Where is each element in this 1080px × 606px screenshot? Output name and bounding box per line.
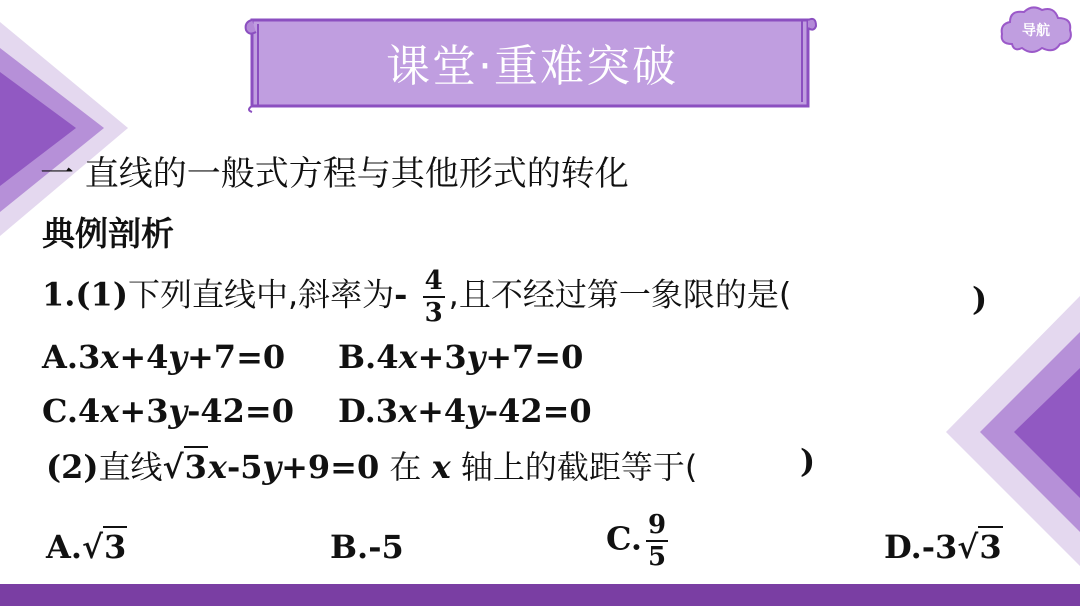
option-label: D. (338, 392, 376, 430)
option-variable: x (398, 338, 418, 376)
sqrt-expression: √3 (957, 528, 1002, 566)
slope-numerator: 4 (424, 266, 443, 296)
option-term: +3 (417, 338, 467, 376)
fraction-numerator: 9 (648, 510, 667, 540)
radicand: 3 (104, 528, 127, 566)
q1-option-b (338, 338, 583, 376)
option-label: A. (42, 338, 78, 376)
option-term: +4 (417, 392, 467, 430)
option-label: C. (606, 519, 643, 558)
q2-option-a (46, 528, 127, 566)
option-variable: x (398, 392, 418, 430)
option-variable: y (466, 338, 486, 376)
question-1-number: 1.(1) (42, 275, 128, 314)
radicand: 3 (184, 448, 207, 486)
option-variable: y (168, 392, 188, 430)
option-term: -42=0 (187, 392, 294, 430)
equation-variable: y (262, 448, 282, 486)
equation-variable: x (207, 448, 227, 486)
q1-option-c (42, 392, 294, 430)
q1-option-a (42, 338, 285, 376)
option-variable: x (100, 338, 120, 376)
option-term: +4 (119, 338, 169, 376)
option-variable: y (168, 338, 187, 376)
q1-option-d (338, 392, 592, 430)
question-1-close-paren: ) (972, 280, 988, 318)
option-term: 4 (78, 392, 101, 430)
equation-term: +9=0 (281, 448, 380, 486)
option-variable: y (466, 392, 485, 430)
slope-denominator: 3 (424, 298, 443, 328)
option-value: -5 (368, 528, 404, 566)
option-term: -42=0 (484, 392, 592, 430)
slope-fraction (423, 268, 445, 326)
question-1-text-b: ,且不经过第一象限的是( (448, 275, 792, 314)
section-heading: 一 直线的一般式方程与其他形式的转化 (40, 154, 629, 194)
question-2-close-paren: ) (800, 442, 816, 480)
option-variable: x (100, 392, 120, 430)
equation-term: -5 (226, 448, 263, 486)
option-label: C. (42, 392, 79, 430)
nav-label: 导航 (1022, 23, 1050, 39)
q2-option-d (884, 528, 1003, 566)
question-2-text-b: 在 (379, 448, 432, 486)
option-label: D. (884, 528, 922, 566)
nav-button[interactable] (998, 4, 1074, 56)
option-label: A. (46, 528, 82, 566)
option-coefficient: -3 (921, 528, 958, 566)
fraction-denominator: 5 (648, 542, 667, 572)
option-label: B. (338, 338, 377, 376)
q2-option-c (606, 512, 672, 570)
question-2-text-c: 轴上的截距等于( (450, 448, 698, 486)
option-fraction (646, 512, 668, 570)
question-1-stem (42, 268, 791, 326)
option-term: 3 (375, 392, 399, 430)
sqrt-expression: √3 (162, 448, 207, 486)
option-term: +7=0 (186, 338, 286, 376)
example-analysis-heading: 典例剖析 (42, 214, 174, 253)
radicand: 3 (979, 528, 1002, 566)
bottom-bar (0, 584, 1080, 606)
slope-sign: - (394, 275, 408, 314)
sqrt-expression: √3 (81, 528, 127, 566)
option-term: 4 (376, 338, 399, 376)
axis-variable: x (431, 448, 451, 486)
q2-option-b (330, 528, 404, 566)
option-term: +7=0 (485, 338, 584, 376)
option-term: 3 (77, 338, 101, 376)
option-label: B. (330, 528, 369, 566)
question-1-text-a: 下列直线中,斜率为 (127, 275, 395, 314)
question-2-stem (46, 442, 697, 488)
option-term: +3 (119, 392, 169, 430)
question-2-text-a: 直线 (98, 448, 163, 486)
banner-title: 课堂·重难突破 (386, 41, 678, 92)
question-2-number: (2) (46, 448, 99, 486)
